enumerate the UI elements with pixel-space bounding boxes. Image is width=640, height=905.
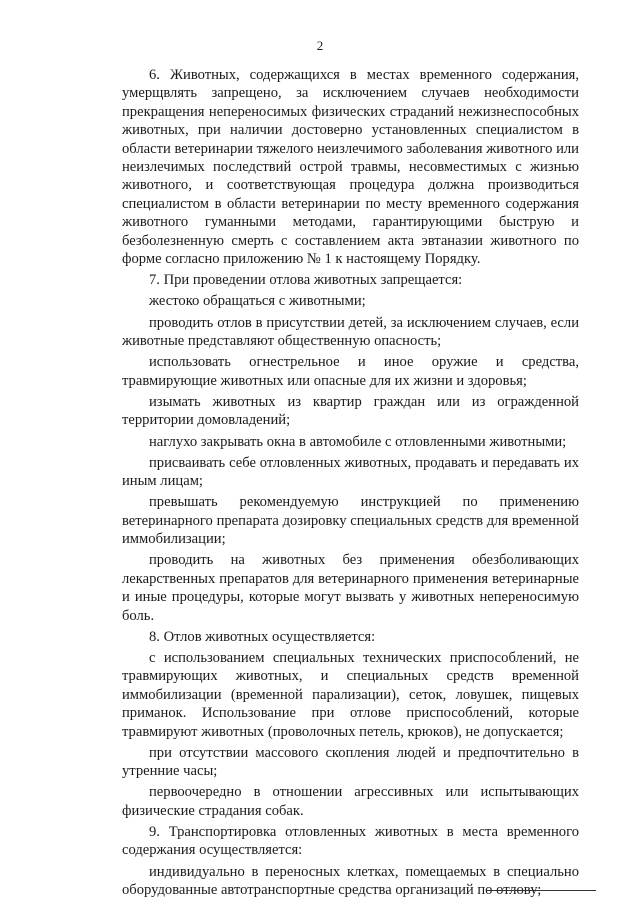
list-item: наглухо закрывать окна в автомобиле с отловленными животными;: [149, 433, 567, 450]
list-item: использовать огнестрельное и иное оружие и средства, травмирующие животных или опасные для их жизни и здоровья;: [122, 354, 579, 389]
list-item: с использованием специальных технических приспособлений, не травмирующих животных, и специальных средств временной иммобилизации (временной парализации), сеток, ловушек, пищевых приманок. Использование при отлове приспособлений, которые травмируют животных (проволочных петель, крюков), не допускается;: [122, 649, 579, 740]
paragraph-6: 6. Животных, содержащихся в местах временного содержания, умерщвлять запрещено, за исключением случаев необходимости прекращения непереносимых физических страданий нежизнеспособных животных, при наличии достоверно установленных специалистом в области ветеринарии тяжелого неизлечимого заболевания животного или неизлечимых последствий острой травмы, несовместимых с жизнью животного, и соответствующая процедура должна производиться специалистом в области ветеринарии по месту временного содержания животного гуманными методами, гарантирующими быструю и безболезненную смерть с составлением акта эвтаназии животного по форме согласно приложению № 1 к настоящему Порядку.: [122, 67, 579, 268]
list-item: изымать животных из квартир граждан или из огражденной территории домовладений;: [122, 393, 579, 429]
paragraph-7-heading: 7. При проведении отлова животных запрещается:: [149, 272, 463, 289]
list-item: жестоко обращаться с животными;: [149, 293, 366, 310]
paragraph-9-heading: 9. Транспортировка отловленных животных в места временного содержания осуществляется:: [122, 824, 579, 859]
list-item: проводить отлов в присутствии детей, за исключением случаев, если животные представляют общественную опасность;: [122, 314, 579, 350]
list-item: превышать рекомендуемую инструкцией по применению ветеринарного препарата дозировку специальных средств для временной иммобилизации;: [122, 494, 579, 548]
list-item: при отсутствии массового скопления людей и предпочтительно в утренние часы;: [122, 744, 579, 780]
list-item: индивидуально в переносных клетках, помещаемых в специально оборудованные автотранспортные средства организаций по отлову;: [122, 863, 579, 899]
document-body: [122, 66, 579, 899]
page-number: 2: [316, 38, 324, 53]
footer-divider: [486, 890, 596, 891]
list-item: первоочередно в отношении агрессивных или испытывающих физические страдания собак.: [122, 784, 579, 819]
list-item: проводить на животных без применения обезболивающих лекарственных препаратов для ветеринарного применения ветеринарные и иные процедуры, которые могут вызвать у животных непереносимую боль.: [122, 552, 579, 624]
list-item: присваивать себе отловленных животных, продавать и передавать их иным лицам;: [122, 454, 579, 490]
paragraph-8-heading: 8. Отлов животных осуществляется:: [149, 628, 376, 645]
